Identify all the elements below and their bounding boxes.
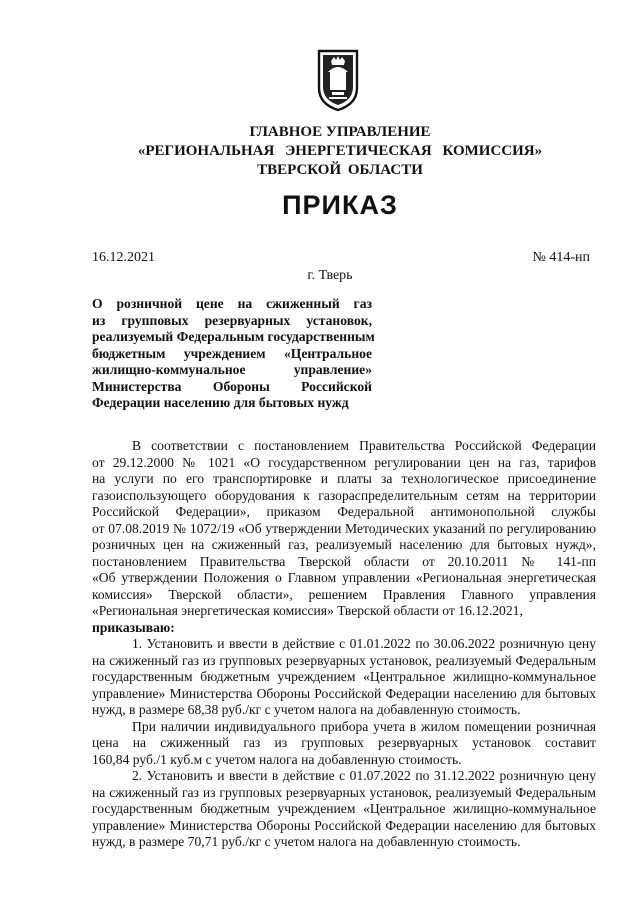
item-2-line: 2. Установить и ввести в действие с 01.07.2022 по 31.12.2022 розничную цену [132, 768, 596, 783]
preamble-line: от 07.08.2019 № 1072/19 «Об утверждении Методических указаний по регулированию [92, 520, 596, 536]
subject-line: бюджетным учреждением «Центральное [92, 345, 372, 361]
decree-word: приказываю: [92, 619, 175, 635]
note-line: При наличии индивидуального прибора учета в жилом помещении розничная [132, 718, 596, 734]
item-1-line: управление» Министерства Обороны Российской Федерации населению для бытовых [92, 685, 596, 701]
preamble-line: постановлением Правительства Тверской области от 20.10.2011 № 141-пп [92, 553, 596, 569]
preamble-line: «Об утверждении Положения о Главном управлении «Региональная энергетическая [92, 570, 596, 585]
preamble-line: на услуги по его транспортировке и платы за технологическое присоединение [92, 471, 596, 486]
item-1-line: нужд, в размере 68,38 руб./кг с учетом налога на добавленную стоимость. [92, 702, 521, 717]
item-2-line: управление» Министерства Обороны Российской Федерации населению для бытовых [92, 817, 596, 833]
subject-line: Федерации населению для бытовых нужд [92, 395, 349, 410]
order-body [92, 438, 596, 851]
preamble-line: от 29.12.2000 № 1021 «О государственном регулировании цен на газ, тарифов [92, 454, 596, 470]
subject-line: жилищно-коммунальное управление» [92, 362, 372, 377]
issuer-line-1: ГЛАВНОЕ УПРАВЛЕНИЕ [249, 124, 431, 140]
item-1-line: на сжиженный газ из групповых резервуарных установок, реализуемый Федеральным [92, 652, 596, 668]
item-1-line: 1. Установить и ввести в действие с 01.01.2022 по 30.06.2022 розничную цену [132, 636, 596, 651]
tver-coat-of-arms-icon [316, 48, 360, 112]
subject-line: Министерства Обороны Российской [92, 378, 372, 394]
order-date: 16.12.2021 [92, 250, 155, 265]
subject-line: О розничной цене на сжиженный газ [92, 296, 372, 311]
order-city: г. Тверь [307, 268, 353, 283]
preamble-line: комиссия» Тверской области», решением Правления Главного управления [92, 586, 596, 602]
subject-line: из групповых резервуарных установок, [92, 312, 372, 328]
issuer-line-2: «РЕГИОНАЛЬНАЯ ЭНЕРГЕТИЧЕСКАЯ КОМИССИЯ» [137, 143, 543, 159]
order-subject [92, 296, 375, 412]
subject-line: реализуемый Федеральным государственным [92, 329, 375, 344]
note-line: цена на сжиженный газ из групповых резервуарных установок составит [92, 735, 596, 750]
item-2-line: государственным бюджетным учреждением «Центральное жилищно-коммунальное [92, 801, 596, 816]
preamble-line: В соответствии с постановлением Правительства Российской Федерации [132, 438, 596, 453]
order-number: № 414-нп [532, 250, 590, 265]
preamble-line: «Региональная энергетическая комиссия» Тверской области от 16.12.2021, [92, 603, 523, 618]
preamble-line: Российской Федерации», приказом Федеральной антимонопольной службы [92, 504, 596, 519]
item-2-line: нужд, в размере 70,71 руб./кг с учетом налога на добавленную стоимость. [92, 834, 521, 849]
preamble-line: розничных цен на сжиженный газ, реализуемый населению для бытовых нужд», [92, 537, 596, 552]
document-title: ПРИКАЗ [282, 190, 398, 220]
issuer-line-3: ТВЕРСКОЙ ОБЛАСТИ [257, 162, 423, 178]
note-line: 160,84 руб./1 куб.м с учетом налога на добавленную стоимость. [92, 751, 462, 767]
item-2-line: на сжиженный газ из групповых резервуарных установок, реализуемый Федеральным [92, 784, 596, 800]
item-1-line: государственным бюджетным учреждением «Центральное жилищно-коммунальное [92, 669, 596, 684]
preamble-line: газоиспользующего оборудования к газораспределительным сетям на территории [92, 487, 596, 503]
